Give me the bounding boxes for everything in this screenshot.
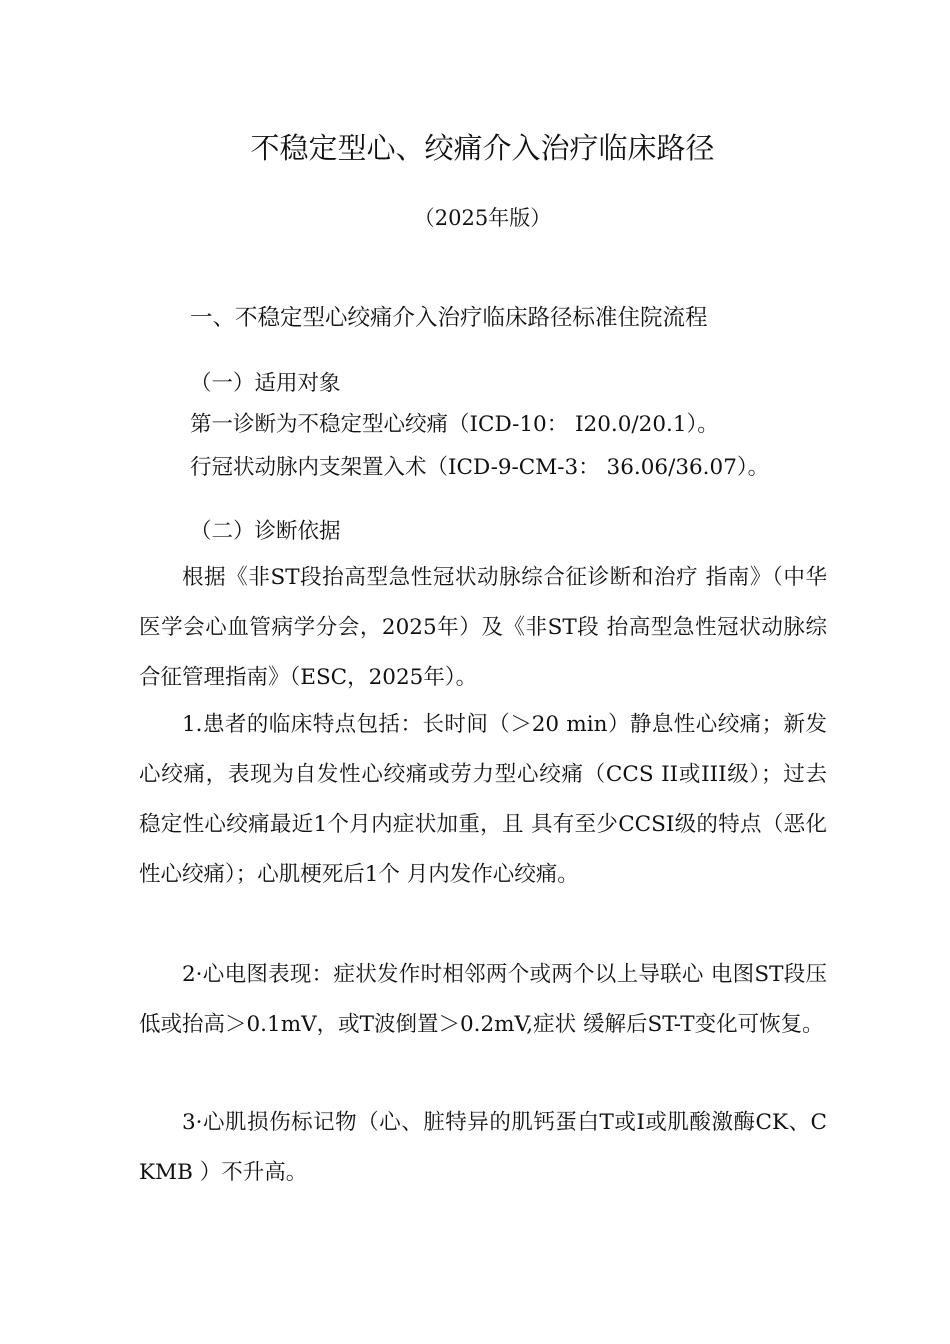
document-title: 不稳定型心、绞痛介入治疗临床路径 xyxy=(250,131,715,165)
diagnosis-basis-paragraph: 根据《非ST段抬高型急性冠状动脉综合征诊断和治疗 指南》（中华医学会心血管病学分会，2025年）及《非ST段 抬高型急性冠状动脉综合征管理指南》（ESC，2025年）。 xyxy=(139,565,827,690)
applicable-object-line-2: 行冠状动脉内支架置入术（ICD-9-CM-3： 36.06/36.07）。 xyxy=(190,455,770,480)
document-edition: （2025年版） xyxy=(413,206,552,230)
diagnosis-item-2-paragraph: 2·心电图表现：症状发作时相邻两个或两个以上导联心 电图ST段压低或抬高＞0.1mV，或T波倒置＞0.2mV,症状 缓解后ST-T变化可恢复。 xyxy=(139,962,827,1037)
diagnosis-item-3-paragraph: 3·心肌损伤标记物（心、脏特异的肌钙蛋白T或I或肌酸激酶CK、CKMB ）不升高。 xyxy=(139,1110,827,1185)
section-heading: 一、不稳定型心绞痛介入治疗临床路径标准住院流程 xyxy=(190,305,708,331)
diagnosis-item-1-paragraph: 1.患者的临床特点包括：长时间（＞20 min）静息性心绞痛；新发心绞痛，表现为自发性心绞痛或劳力型心绞痛（CCS II或III级）；过去稳定性心绞痛最近1个月内症状加重，且 具有至少CCSI级的特点（恶化性心绞痛）；心肌梗死后1个 月内发作心绞痛。 xyxy=(139,712,827,887)
applicable-object-line-1: 第一诊断为不稳定型心绞痛（ICD-10： I20.0/20.1）。 xyxy=(190,412,719,437)
subsection-heading-diagnosis-basis: （二）诊断依据 xyxy=(190,519,341,544)
subsection-heading-applicable-objects: （一）适用对象 xyxy=(190,371,341,396)
